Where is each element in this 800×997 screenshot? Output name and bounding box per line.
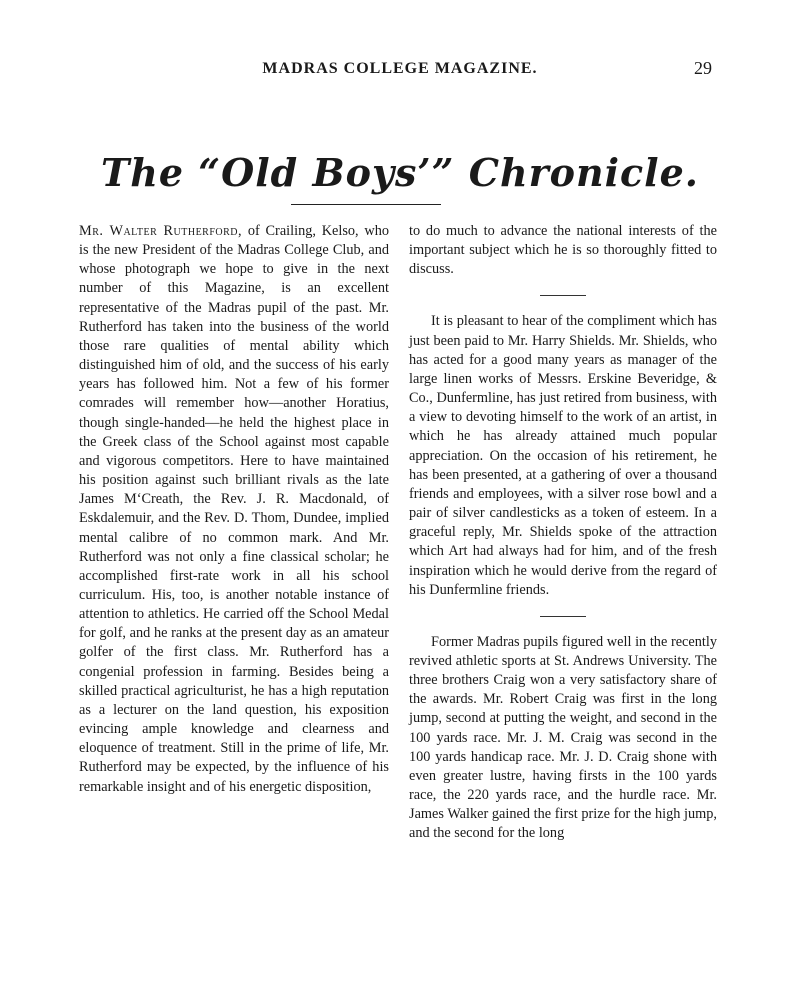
paragraph-athletics: Former Madras pupils figured well in the recently revived athletic sports at St. Andrews University. The three brothers Craig won a very satisfactory share of the awards. Mr. Robert Craig was first in the long jump, second at putting the weight, and second in the 100 yards race. Mr. J. M. Craig was second in the 100 yards handicap race. Mr. J. D. Craig shone with even greater lustre, having firsts in the 100 yards race, the 220 yards race, and the hurdle race. Mr. James Walker gained the first prize for the high jump, and the second for the long <box>409 633 717 842</box>
page-number: 29 <box>694 58 712 78</box>
section-divider <box>540 295 586 296</box>
paragraph-shields: It is pleasant to hear of the compliment which has just been paid to Mr. Harry Shields. Mr. Shields, who has acted for a good many years as manager of the large linen works of Messrs. Erskine Beveridge, & Co., Dunfermline, has just retired from business, with a view to devoting himself to the work of an artist, in which he has already attained much popular appreciation. On the occasion of his retirement, he has been presented, at a gathering of over a thousand friends and employees, with a silver rose bowl and a pair of silver candlesticks as a token of esteem. In a graceful reply, Mr. Shields spoke of the attraction which Art had always had for him, and of the fresh inspiration which he would derive from the regard of his Dunfermline friends. <box>409 313 717 598</box>
paragraph-text: of Crailing, Kelso, who is the new President of the Madras College Club, and whose photograph we hope to give in the next number of this Magazine, is an excellent representative of the Madras pupil of the past. Mr. Rutherford has taken into the business of the world those rare qualities of mental ability which distinguished him of old, and the success of his early years has followed him. Not a few of his former comrades will remember how—another Horatius, though single-handed—he held the highest place in the Greek class of the School against most capable and vigorous competitors. Here to have maintained his position against such brilliant rivals as the late James M‘Creath, the Rev. J. R. Macdonald, of Eskdalemuir, and the Rev. D. Thom, Dundee, implied mental calibre of no common mark. And Mr. Rutherford was not only a fine classical scholar; he accomplished first-rate work in all his school curriculum. His, too, is another notable instance of attention to athletics. He carried off the School Medal for golf, and he ranks at the present day as an amateur golfer of the first class. Mr. Rutherford has a congenial profession in farming. Besides being a skilled practical agriculturist, he has a high reputation as a lecturer on the land question, his exposition evincing ample knowledge and clearness and eloquence of treatment. Still in the prime of life, Mr. Rutherford may be expected, by the influence of his remarkable insight and of his energetic disposition, <box>79 223 389 795</box>
section-divider <box>540 616 586 617</box>
page-title: The “Old Boys’” Chronicle. <box>100 150 700 195</box>
paragraph-continuation: to do much to advance the national interests of the important subject which he is so thoroughly fitted to discuss. <box>409 223 717 278</box>
running-head <box>0 58 800 82</box>
paragraph-rutherford <box>79 222 389 797</box>
left-column <box>79 222 389 797</box>
lead-name: Mr. Walter Rutherford, <box>79 223 243 239</box>
title-rule <box>291 204 441 205</box>
right-column <box>409 222 717 844</box>
running-title: MADRAS COLLEGE MAGAZINE. <box>262 60 538 77</box>
